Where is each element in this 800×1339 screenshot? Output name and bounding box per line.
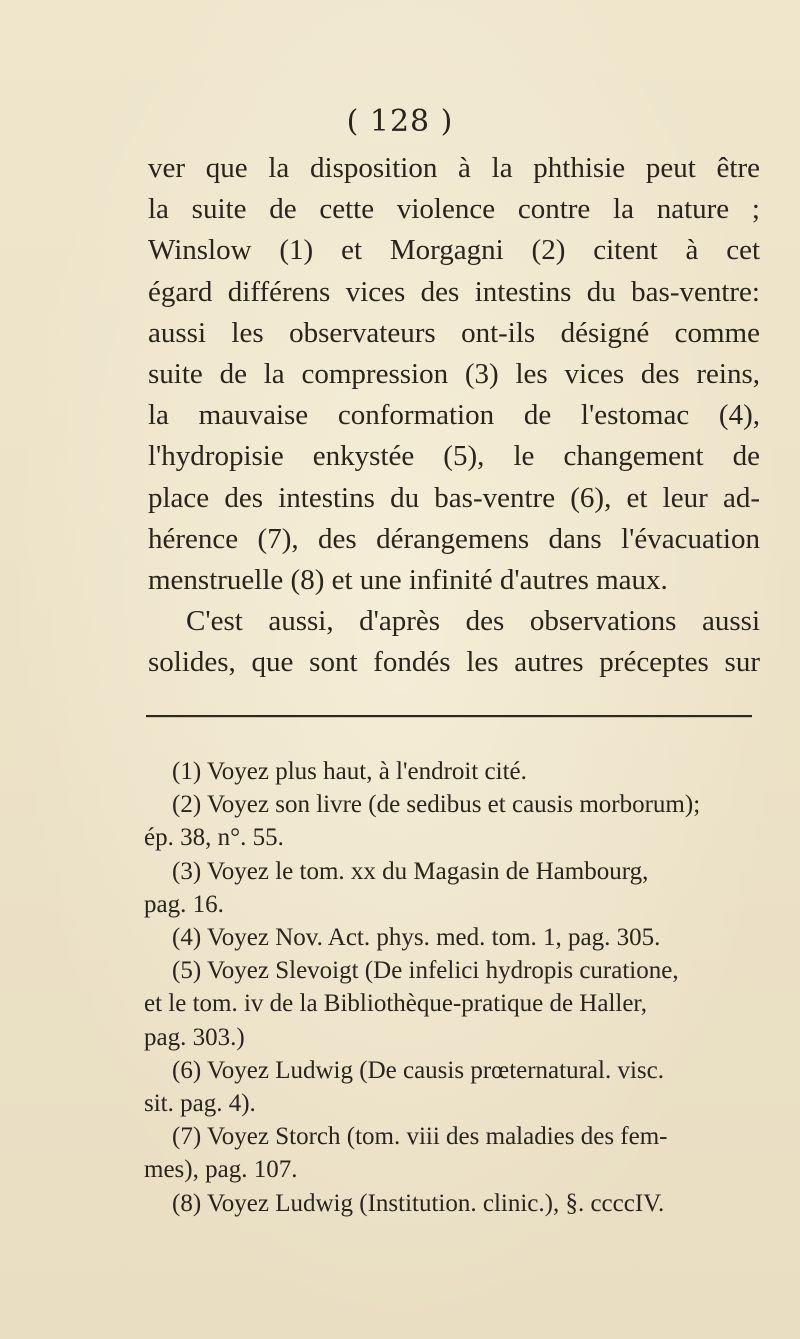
text-line: aussi les observateurs ont-ils désigné comme [148,316,760,349]
footnote-line: sit. pag. 4). [144,1090,256,1118]
footnote-line: pag. 303.) [144,1023,245,1051]
footnote-6 [144,1054,760,1120]
footnote-line: et le tom. iv de la Bibliothèque-pratique de Haller, [144,990,648,1018]
footnote-line: pag. 16. [144,890,224,918]
footnote-line: (2) Voyez son livre (de sedibus et causis morborum); [172,791,701,819]
text-line: solides, que sont fondés les autres préceptes sur [148,646,760,679]
text-line: la mauvaise conformation de l'estomac (4), [148,399,760,432]
text-line: la suite de cette violence contre la nature ; [148,193,760,226]
text-line: place des intestins du bas-ventre (6), et leur ad- [148,481,760,514]
text-line: Winslow (1) et Morgagni (2) citent à cet [148,234,760,267]
footnotes [144,755,760,1220]
footnote-3 [144,855,760,921]
footnote-2 [144,788,760,854]
footnote-rule [146,715,752,717]
footnote-line: (8) Voyez Ludwig (Institution. clinic.), §. ccccIV. [172,1189,665,1217]
text-line: égard différens vices des intestins du bas-ventre: [148,275,760,308]
footnote-line: (5) Voyez Slevoigt (De infelici hydropis curatione, [172,957,679,985]
footnote-line: mes), pag. 107. [144,1156,298,1184]
footnote-line: (4) Voyez Nov. Act. phys. med. tom. 1, pag. 305. [172,924,661,952]
footnote-line: (3) Voyez le tom. xx du Magasin de Hambourg, [172,857,649,885]
text-line: hérence (7), des dérangemens dans l'évacuation [148,522,760,555]
footnote-5 [144,954,760,1054]
footnote-1 [144,755,760,788]
main-text [148,148,760,684]
footnote-line: ép. 38, n°. 55. [144,824,284,852]
footnote-4 [144,921,760,954]
footnote-line: (1) Voyez plus haut, à l'endroit cité. [172,758,527,785]
text-line: suite de la compression (3) les vices des reins, [148,358,760,391]
page-number: ( 128 ) [346,104,454,139]
text-line: l'hydropisie enkystée (5), le changement de [148,440,760,473]
footnote-7 [144,1120,760,1186]
footnote-8 [144,1187,760,1220]
footnote-line: (7) Voyez Storch (tom. viii des maladies des fem- [172,1123,668,1151]
text-line: ver que la disposition à la phthisie peut être [148,152,760,184]
text-line: C'est aussi, d'après des observations aussi [186,605,760,638]
text-line: menstruelle (8) et une infinité d'autres maux. [148,564,668,597]
footnote-line: (6) Voyez Ludwig (De causis prœternatural. visc. [172,1056,664,1084]
